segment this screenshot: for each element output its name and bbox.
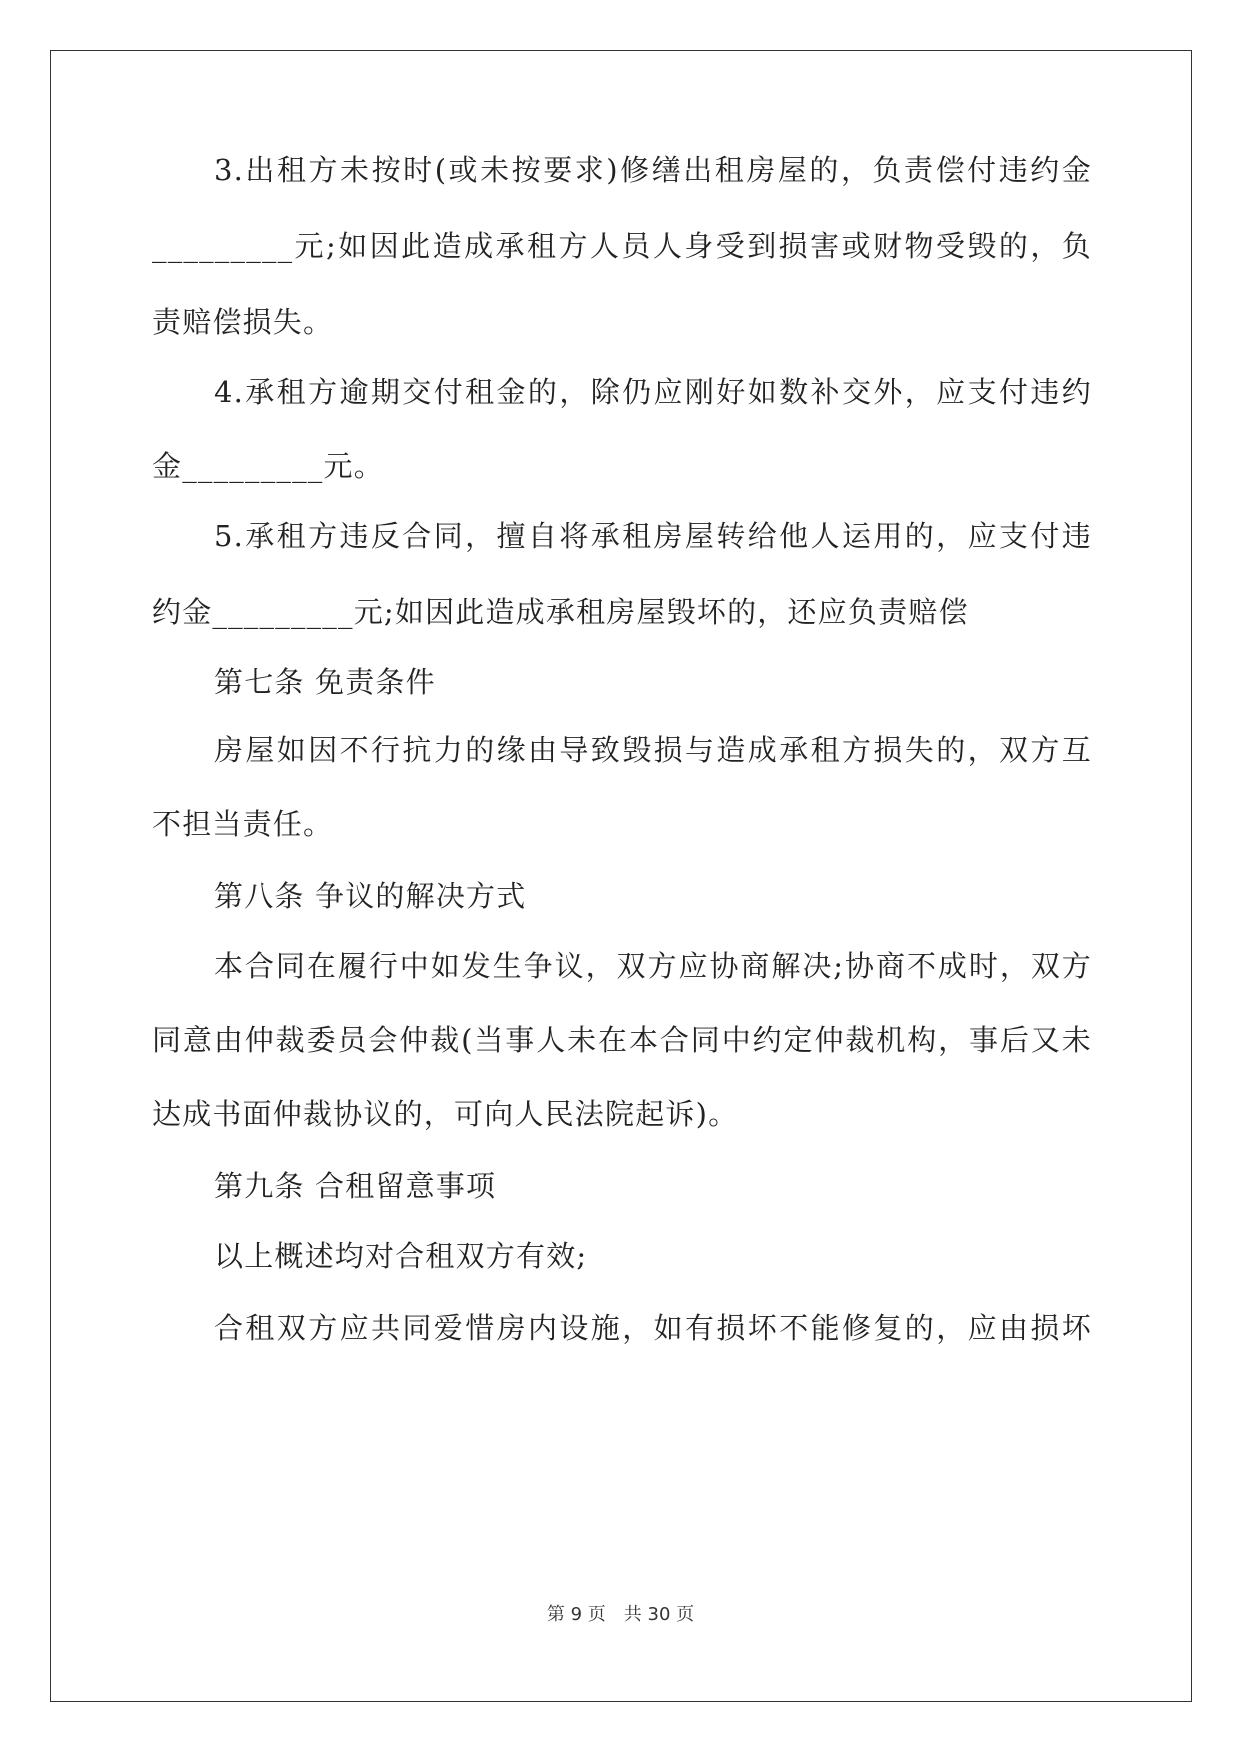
section-heading: 第八条 争议的解决方式 xyxy=(214,879,527,913)
paragraph-line: _________元;如因此造成承租方人员人身受到损害或财物受毁的，负 xyxy=(152,229,1092,263)
paragraph-line: 达成书面仲裁协议的，可向人民法院起诉)。 xyxy=(152,1097,739,1131)
paragraph-line: 合租双方应共同爱惜房内设施，如有损坏不能修复的，应由损坏 xyxy=(214,1311,1092,1345)
paragraph-line: 3.出租方未按时(或未按要求)修缮出租房屋的，负责偿付违约金 xyxy=(214,153,1092,187)
section-heading: 第九条 合租留意事项 xyxy=(214,1169,497,1203)
paragraph-line: 本合同在履行中如发生争议，双方应协商解决;协商不成时，双方 xyxy=(214,949,1092,983)
paragraph-line: 房屋如因不行抗力的缘由导致毁损与造成承租方损失的，双方互 xyxy=(214,733,1092,767)
paragraph-line: 同意由仲裁委员会仲裁(当事人未在本合同中约定仲裁机构，事后又未 xyxy=(152,1023,1092,1057)
paragraph-line: 金_________元。 xyxy=(152,449,384,483)
paragraph-line: 以上概述均对合租双方有效; xyxy=(214,1239,588,1273)
paragraph-line: 不担当责任。 xyxy=(152,807,334,841)
paragraph-line: 5.承租方违反合同，擅自将承租房屋转给他人运用的，应支付违 xyxy=(214,519,1092,553)
page-number: 第 9 页 共 30 页 xyxy=(546,1604,695,1625)
paragraph-line: 责赔偿损失。 xyxy=(152,305,334,339)
paragraph-line: 约金_________元;如因此造成承租房屋毁坏的，还应负责赔偿 xyxy=(152,595,969,629)
paragraph-line: 4.承租方逾期交付租金的，除仍应刚好如数补交外，应支付违约 xyxy=(214,375,1092,409)
section-heading: 第七条 免责条件 xyxy=(214,665,436,699)
